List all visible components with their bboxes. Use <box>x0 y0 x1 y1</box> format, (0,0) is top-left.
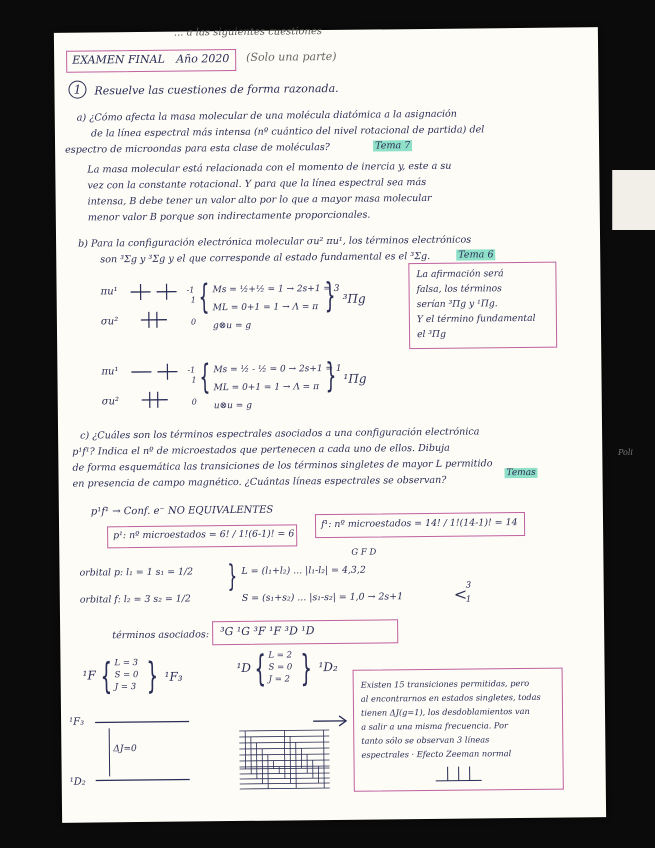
exam-title: EXAMEN FINAL <box>72 52 165 67</box>
transition-line <box>284 730 285 778</box>
S-values-line: S = (s₁+s₂) ... |s₁-s₂| = 1,0 → 2s+1 <box>241 591 404 604</box>
lower-sublevel <box>240 788 330 789</box>
qc-line: en presencia de campo magnético. ¿Cuántas líneas espectrales se observan? <box>72 474 447 490</box>
qa-topic-tag: Tema 7 <box>375 140 411 152</box>
answer-line: tanto sólo se observan 3 líneas <box>361 734 490 746</box>
qa-answer-line: intensa, B debe tener un valor alto por lo que a mayor masa molecular <box>87 192 432 208</box>
exam-note: (Solo una parte) <box>246 49 337 64</box>
D-value: L = 2 <box>268 650 293 661</box>
exam-sheet <box>54 27 606 823</box>
gfd-label: G F D <box>351 547 377 558</box>
term-F: ¹F <box>82 668 96 683</box>
D-value: S = 0 <box>268 662 293 673</box>
brace: { <box>199 357 211 398</box>
brace: { <box>198 277 210 318</box>
term-D: ¹D <box>236 660 252 675</box>
orbital-f-line: orbital f: l₂ = 3 s₂ = 1/2 <box>79 593 191 606</box>
orbital-label-pi: πu¹ <box>101 366 119 378</box>
F-value: J = 3 <box>114 682 137 693</box>
qc-line: c) ¿Cuáles son los términos espectrales asociados a una configuración electrónica <box>80 426 480 442</box>
term-result: ³Πg <box>342 291 366 306</box>
orbital-label-pi: πu¹ <box>100 286 118 298</box>
terms-list: ³G ¹G ³F ¹F ³D ¹D <box>220 624 315 639</box>
conclusion-line: el ³Πg <box>417 328 446 341</box>
answer-line: Existen 15 transiciones permitidas, pero <box>360 677 530 690</box>
qa-answer-line: menor valor B porque son indirectamente proporcionales. <box>87 209 371 224</box>
cut-top-text: ... a las siguientes cuestiones <box>173 26 323 39</box>
side-tab <box>612 170 655 230</box>
orbital-p-line: orbital p: l₁ = 1 s₁ = 1/2 <box>79 566 194 579</box>
F-value: S = 0 <box>114 670 139 681</box>
terms-label: términos asociados: <box>112 629 210 642</box>
qa-answer-line: vez con la constante rotacional. Y para que la línea espectral sea más <box>87 176 427 192</box>
qa-answer-line: La masa molecular está relacionada con el momento de inercia y, este a su <box>87 160 452 176</box>
answer-line: al encontrarnos en estados singletes, todas <box>360 691 541 704</box>
three-lines-sketch <box>434 764 484 783</box>
split-symbol: < <box>453 584 468 604</box>
side-tab-text: Poli <box>618 448 633 457</box>
calc-line: g⊗u = g <box>212 320 252 332</box>
ml-value: 1 <box>190 295 196 305</box>
qa-line: a) ¿Cómo afecta la masa molecular de una molécula diatómica a la asignación <box>76 108 458 124</box>
calc-line: ML = 0+1 = 1 → Λ = π <box>213 382 320 394</box>
answer-line: tienen ΔJ(g=1), los desdoblamientos van <box>360 705 530 718</box>
brace: } <box>227 558 238 595</box>
conclusion-line: falsa, los términos <box>416 283 502 296</box>
transition-line <box>324 730 325 788</box>
calc-line: Ms = ½ - ½ = 0 → 2s+1 = 1 <box>213 363 342 376</box>
ml-value: -1 <box>187 365 196 375</box>
qb-line: b) Para la configuración electrónica molecular σu² πu¹, los términos electrónicos <box>78 234 472 250</box>
qb-line: son ³Σg y ³Σg y el que corresponde al estado fundamental es el ³Σg. <box>100 250 431 266</box>
conclusion-line: serían ³Πg y ¹Πg. <box>416 298 498 311</box>
calc-line: Ms = ½+½ = 1 → 2s+1 = 3 <box>212 283 340 296</box>
D-value: J = 2 <box>268 674 291 685</box>
ml-value: -1 <box>186 285 195 295</box>
qc-line: de forma esquemática las transiciones de los términos singletes de mayor L permitido <box>72 458 493 474</box>
brace: } <box>146 655 159 697</box>
lower-sublevel <box>240 783 330 784</box>
term-result: ¹Πg <box>343 371 367 386</box>
mult-value: 1 <box>465 594 472 605</box>
qa-line: de la línea espectral más intensa (nº cuántico del nivel rotacional de partida) del <box>90 124 485 140</box>
ml-value: 0 <box>191 397 197 407</box>
brace: { <box>254 648 267 690</box>
L-values-line: L = (l₁+l₂) ... |l₁-l₂| = 4,3,2 <box>241 564 366 577</box>
D-result: ¹D₂ <box>318 659 338 675</box>
mult-value: 3 <box>465 580 472 591</box>
ml-value: 1 <box>191 375 197 385</box>
brace: } <box>325 355 337 397</box>
delta-m-label: ΔJ=0 <box>113 744 137 755</box>
exam-year: Año 2020 <box>176 52 230 66</box>
zeeman-transition-diagram <box>89 689 390 796</box>
qb-topic-tag: Tema 6 <box>458 249 494 261</box>
level-bottom-label: ¹D₂ <box>69 776 86 788</box>
p-microstates: p¹: nº microestados = 6! / 1!(6-1)! = 6 <box>113 528 295 542</box>
brace: } <box>300 648 313 690</box>
level-top-label: ¹F₃ <box>69 716 85 728</box>
config-line: p¹f¹ → Conf. e⁻ NO EQUIVALENTES <box>90 504 274 518</box>
orbital-label-sigma: σu² <box>100 316 119 328</box>
qc-line: p¹f¹? Indica el nº de microestados que pertenecen a cada uno de ellos. Dibuja <box>72 442 450 458</box>
qc-topic-tag: Temas <box>506 467 536 479</box>
orbital-label-sigma: σu² <box>101 396 120 408</box>
arrow-icon <box>313 714 353 728</box>
question-number: 1 <box>68 81 86 99</box>
calc-line: u⊗u = g <box>213 400 253 412</box>
brace: { <box>100 656 113 698</box>
F-value: L = 3 <box>114 658 139 669</box>
conclusion-line: La afirmación será <box>416 268 504 281</box>
F-result: ¹F₃ <box>164 669 183 684</box>
q1-statement: Resuelve las cuestiones de forma razonada. <box>94 81 339 98</box>
brace: } <box>324 275 336 317</box>
calc-line: ML = 0+1 = 1 → Λ = π <box>212 302 319 314</box>
answer-line: espectrales · Efecto Zeeman normal <box>361 748 512 760</box>
qa-line: espectro de microondas para esta clase de moléculas? <box>65 141 330 156</box>
ml-value: 0 <box>190 317 197 327</box>
f-microstates: f¹: nº microestados = 14! / 1!(14-1)! = 14 <box>320 517 518 531</box>
conclusion-line: Y el término fundamental <box>416 312 536 326</box>
answer-line: a salir a una misma frecuencia. Por <box>361 720 508 732</box>
